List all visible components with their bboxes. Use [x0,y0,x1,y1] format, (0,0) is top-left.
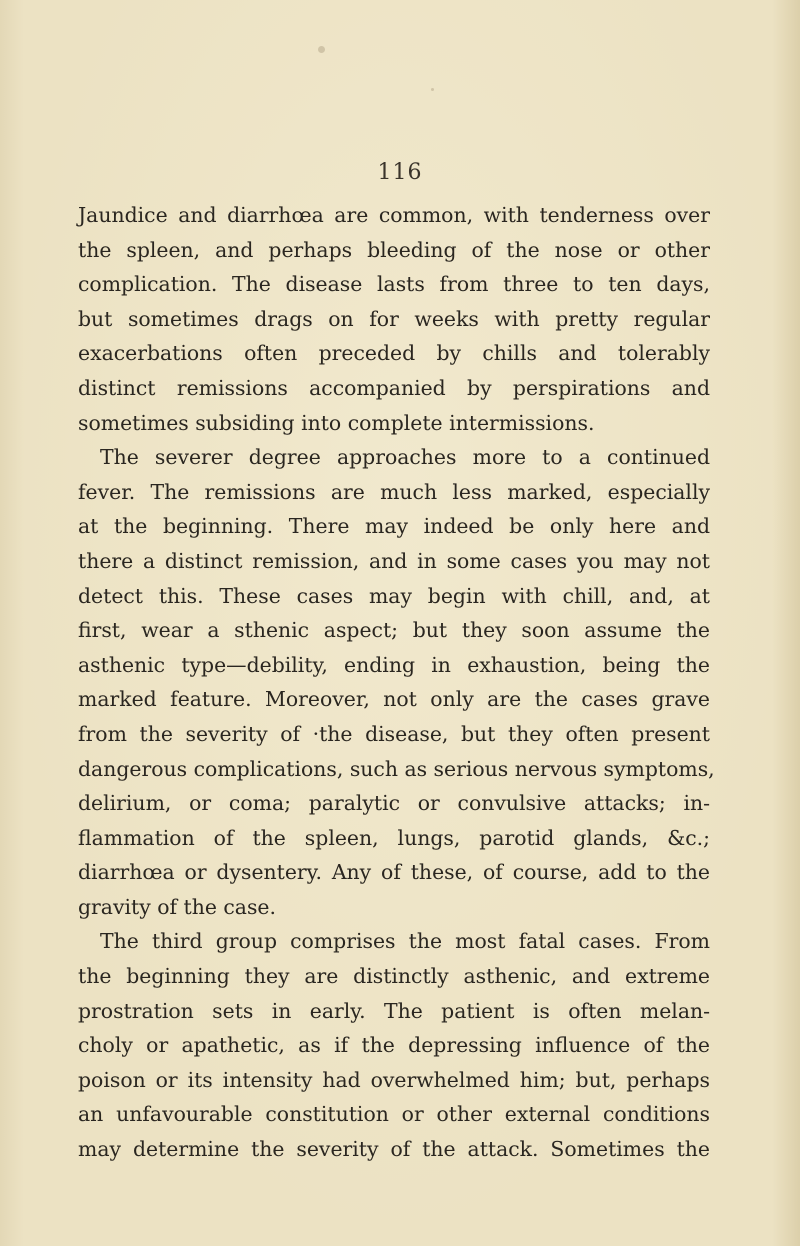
text-line: prostration sets in early. The patient is often melan- [78,998,710,1023]
paragraph-start-line: The severer degree approaches more to a continued [100,445,710,470]
text-line: an unfavourable constitution or other external conditions [78,1102,710,1127]
text-line: poison or its intensity had overwhelmed him; but, perhaps [78,1067,710,1092]
text-line: flammation of the spleen, lungs, parotid glands, &c.; [78,825,710,850]
text-line: complication. The disease lasts from three to ten days, [78,272,710,297]
body-text [78,198,715,1167]
text-line: the beginning they are distinctly asthenic, and extreme [78,964,710,989]
text-line: dangerous complications, such as serious nervous symptoms, [78,756,715,781]
text-line: there a distinct remission, and in some cases you may not [78,548,710,573]
text-line: first, wear a sthenic aspect; but they soon assume the [78,618,710,643]
text-line: detect this. These cases may begin with chill, and, at [78,583,710,608]
text-line: but sometimes drags on for weeks with pretty regular [78,306,710,331]
text-line: the spleen, and perhaps bleeding of the nose or other [78,237,710,262]
paper-speck [318,46,325,53]
text-line: Jaundice and diarrhœa are common, with tenderness over [78,203,710,227]
paragraph-end-line: gravity of the case. [78,894,276,919]
text-line: choly or apathetic, as if the depressing influence of the [78,1033,710,1058]
text-line: diarrhœa or dysentery. Any of these, of course, add to the [78,860,710,885]
text-line: marked feature. Moreover, not only are the cases grave [78,687,710,712]
paper-speck [431,88,434,91]
text-line: at the beginning. There may indeed be only here and [78,514,710,539]
text-line: fever. The remissions are much less marked, especially [78,479,710,504]
text-line: asthenic type—debility, ending in exhaustion, being the [78,652,710,677]
text-line: delirium, or coma; paralytic or convulsive attacks; in- [78,791,710,816]
text-line: from the severity of ·the disease, but they often present [78,721,710,746]
text-line: distinct remissions accompanied by perspirations and [78,375,710,400]
text-line: may determine the severity of the attack. Sometimes the [78,1137,710,1162]
page-number: 116 [377,160,423,185]
paragraph-start-line: The third group comprises the most fatal cases. From [100,929,710,954]
text-line: exacerbations often preceded by chills and tolerably [78,341,710,366]
paragraph-end-line: sometimes subsiding into complete intermissions. [78,410,595,435]
